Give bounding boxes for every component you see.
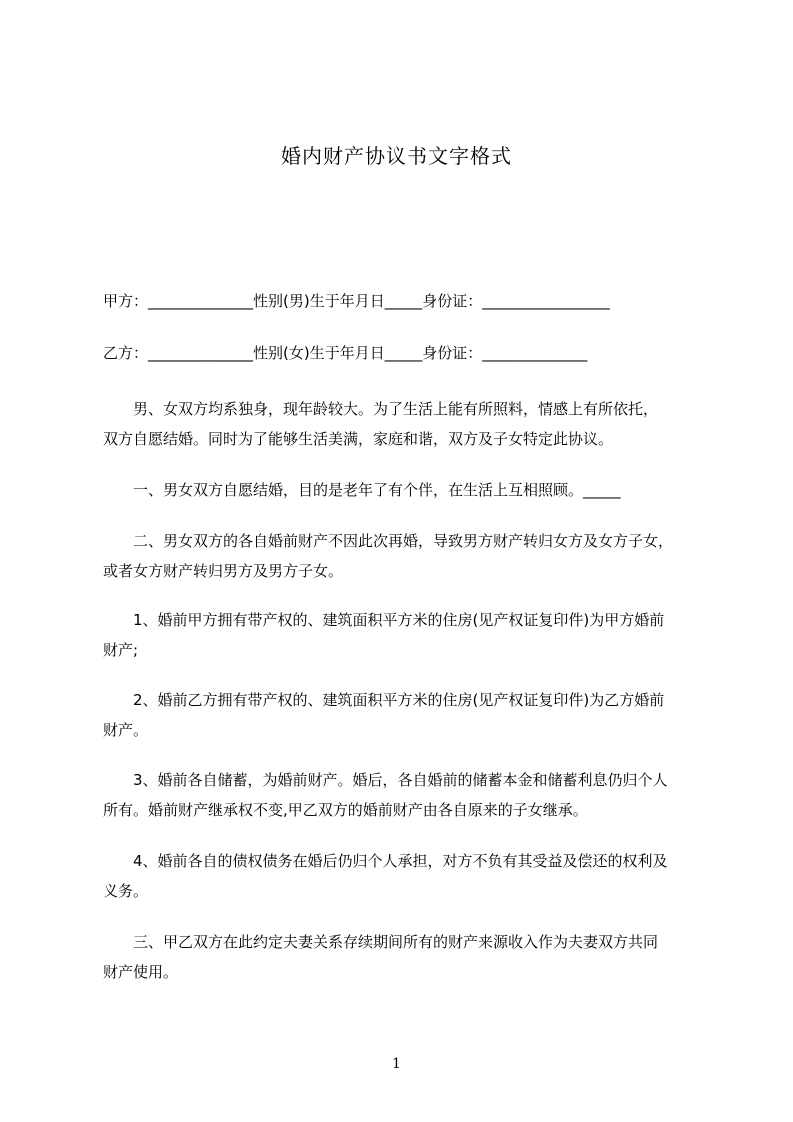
item-2-line-2: 财产。 xyxy=(103,721,149,739)
item-2-paragraph xyxy=(103,685,713,745)
item-4-line-1: 4、婚前各自的债权债务在婚后仍归个人承担，对方不负有其受益及偿还的权利及 xyxy=(133,852,668,870)
intro-paragraph xyxy=(103,394,713,454)
clause-1: 一、男女双方自愿结婚，目的是老年了有个伴，在生活上互相照顾。_____ xyxy=(133,481,621,499)
item-4-line-2: 义务。 xyxy=(103,882,149,900)
item-1-line-1: 1、婚前甲方拥有带产权的、建筑面积平方米的住房(见产权证复印件)为甲方婚前 xyxy=(133,611,665,629)
item-3-line-1: 3、婚前各自储蓄，为婚前财产。婚后，各自婚前的储蓄本金和储蓄利息仍归个人 xyxy=(133,771,668,789)
item-1-line-2: 财产; xyxy=(103,641,139,659)
page-number: 1 xyxy=(392,1056,401,1072)
clause-3-paragraph xyxy=(103,927,713,987)
intro-line-1: 男、女双方均系独身，现年龄较大。为了生活上能有所照料，情感上有所依托， xyxy=(133,400,659,418)
item-3-paragraph xyxy=(103,765,713,825)
clause-2-line-1: 二、男女双方的各自婚前财产不因此次再婚，导致男方财产转归女方及女方子女， xyxy=(133,532,674,550)
party-a-line: 甲方：______________性别(男)生于年月日_____身份证：_________________ xyxy=(103,292,610,310)
item-1-paragraph xyxy=(103,605,713,665)
item-3-line-2: 所有。婚前财产继承权不变,甲乙双方的婚前财产由各自原来的子女继承。 xyxy=(103,801,588,819)
item-4-paragraph xyxy=(103,846,713,906)
party-b-line: 乙方：______________性别(女)生于年月日_____身份证：______________ xyxy=(103,344,588,362)
intro-line-2: 双方自愿结婚。同时为了能够生活美满，家庭和谐，双方及子女特定此协议。 xyxy=(103,430,614,448)
clause-2-paragraph xyxy=(103,526,713,586)
item-2-line-1: 2、婚前乙方拥有带产权的、建筑面积平方米的住房(见产权证复印件)为乙方婚前 xyxy=(133,691,665,709)
clause-3-line-1: 三、甲乙双方在此约定夫妻关系存续期间所有的财产来源收入作为夫妻双方共同 xyxy=(133,933,659,951)
clause-2-line-2: 或者女方财产转归男方及男方子女。 xyxy=(103,562,344,580)
document-title: 婚内财产协议书文字格式 xyxy=(281,144,512,168)
clause-3-line-2: 财产使用。 xyxy=(103,963,179,981)
